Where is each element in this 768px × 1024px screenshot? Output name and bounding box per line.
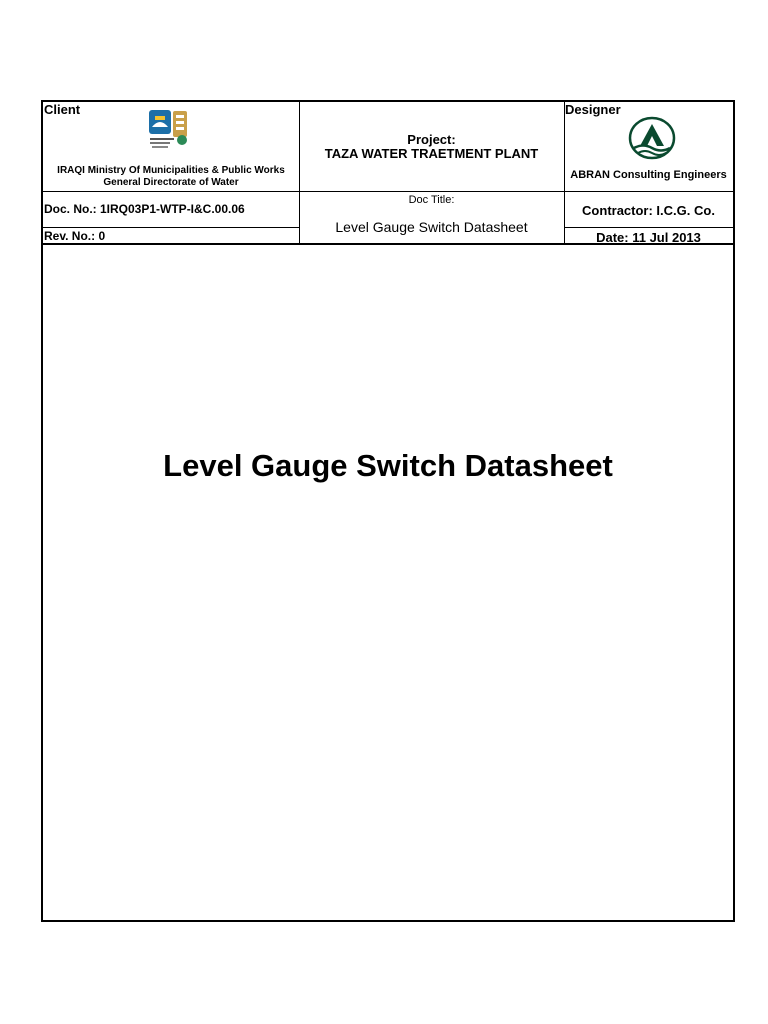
project-name: TAZA WATER TRAETMENT PLANT (324, 146, 539, 161)
doc-number: Doc. No.: 1IRQ03P1-WTP-I&C.00.06 (44, 202, 245, 216)
doc-title: Level Gauge Switch Datasheet (335, 219, 528, 235)
designer-logo (628, 116, 676, 160)
divider-row1 (43, 191, 733, 192)
revision-number: Rev. No.: 0 (44, 229, 106, 243)
contractor: Contractor: I.C.G. Co. (582, 203, 715, 218)
project-label: Project: (407, 132, 456, 147)
doc-title-label: Doc Title: (408, 194, 455, 206)
client-org-line1: IRAQI Ministry Of Municipalities & Public Works (57, 165, 285, 176)
divider-row2-right (564, 227, 733, 228)
title-block (43, 102, 733, 245)
designer-label: Designer (565, 102, 621, 117)
main-title: Level Gauge Switch Datasheet (163, 448, 613, 483)
client-org-line2: General Directorate of Water (103, 177, 239, 188)
issue-date: Date: 11 Jul 2013 (596, 230, 701, 245)
ministry-logo (146, 107, 193, 154)
divider-row2-left (43, 227, 299, 228)
designer-name: ABRAN Consulting Engineers (570, 169, 727, 181)
document-frame (41, 100, 735, 922)
client-label: Client (44, 102, 81, 117)
